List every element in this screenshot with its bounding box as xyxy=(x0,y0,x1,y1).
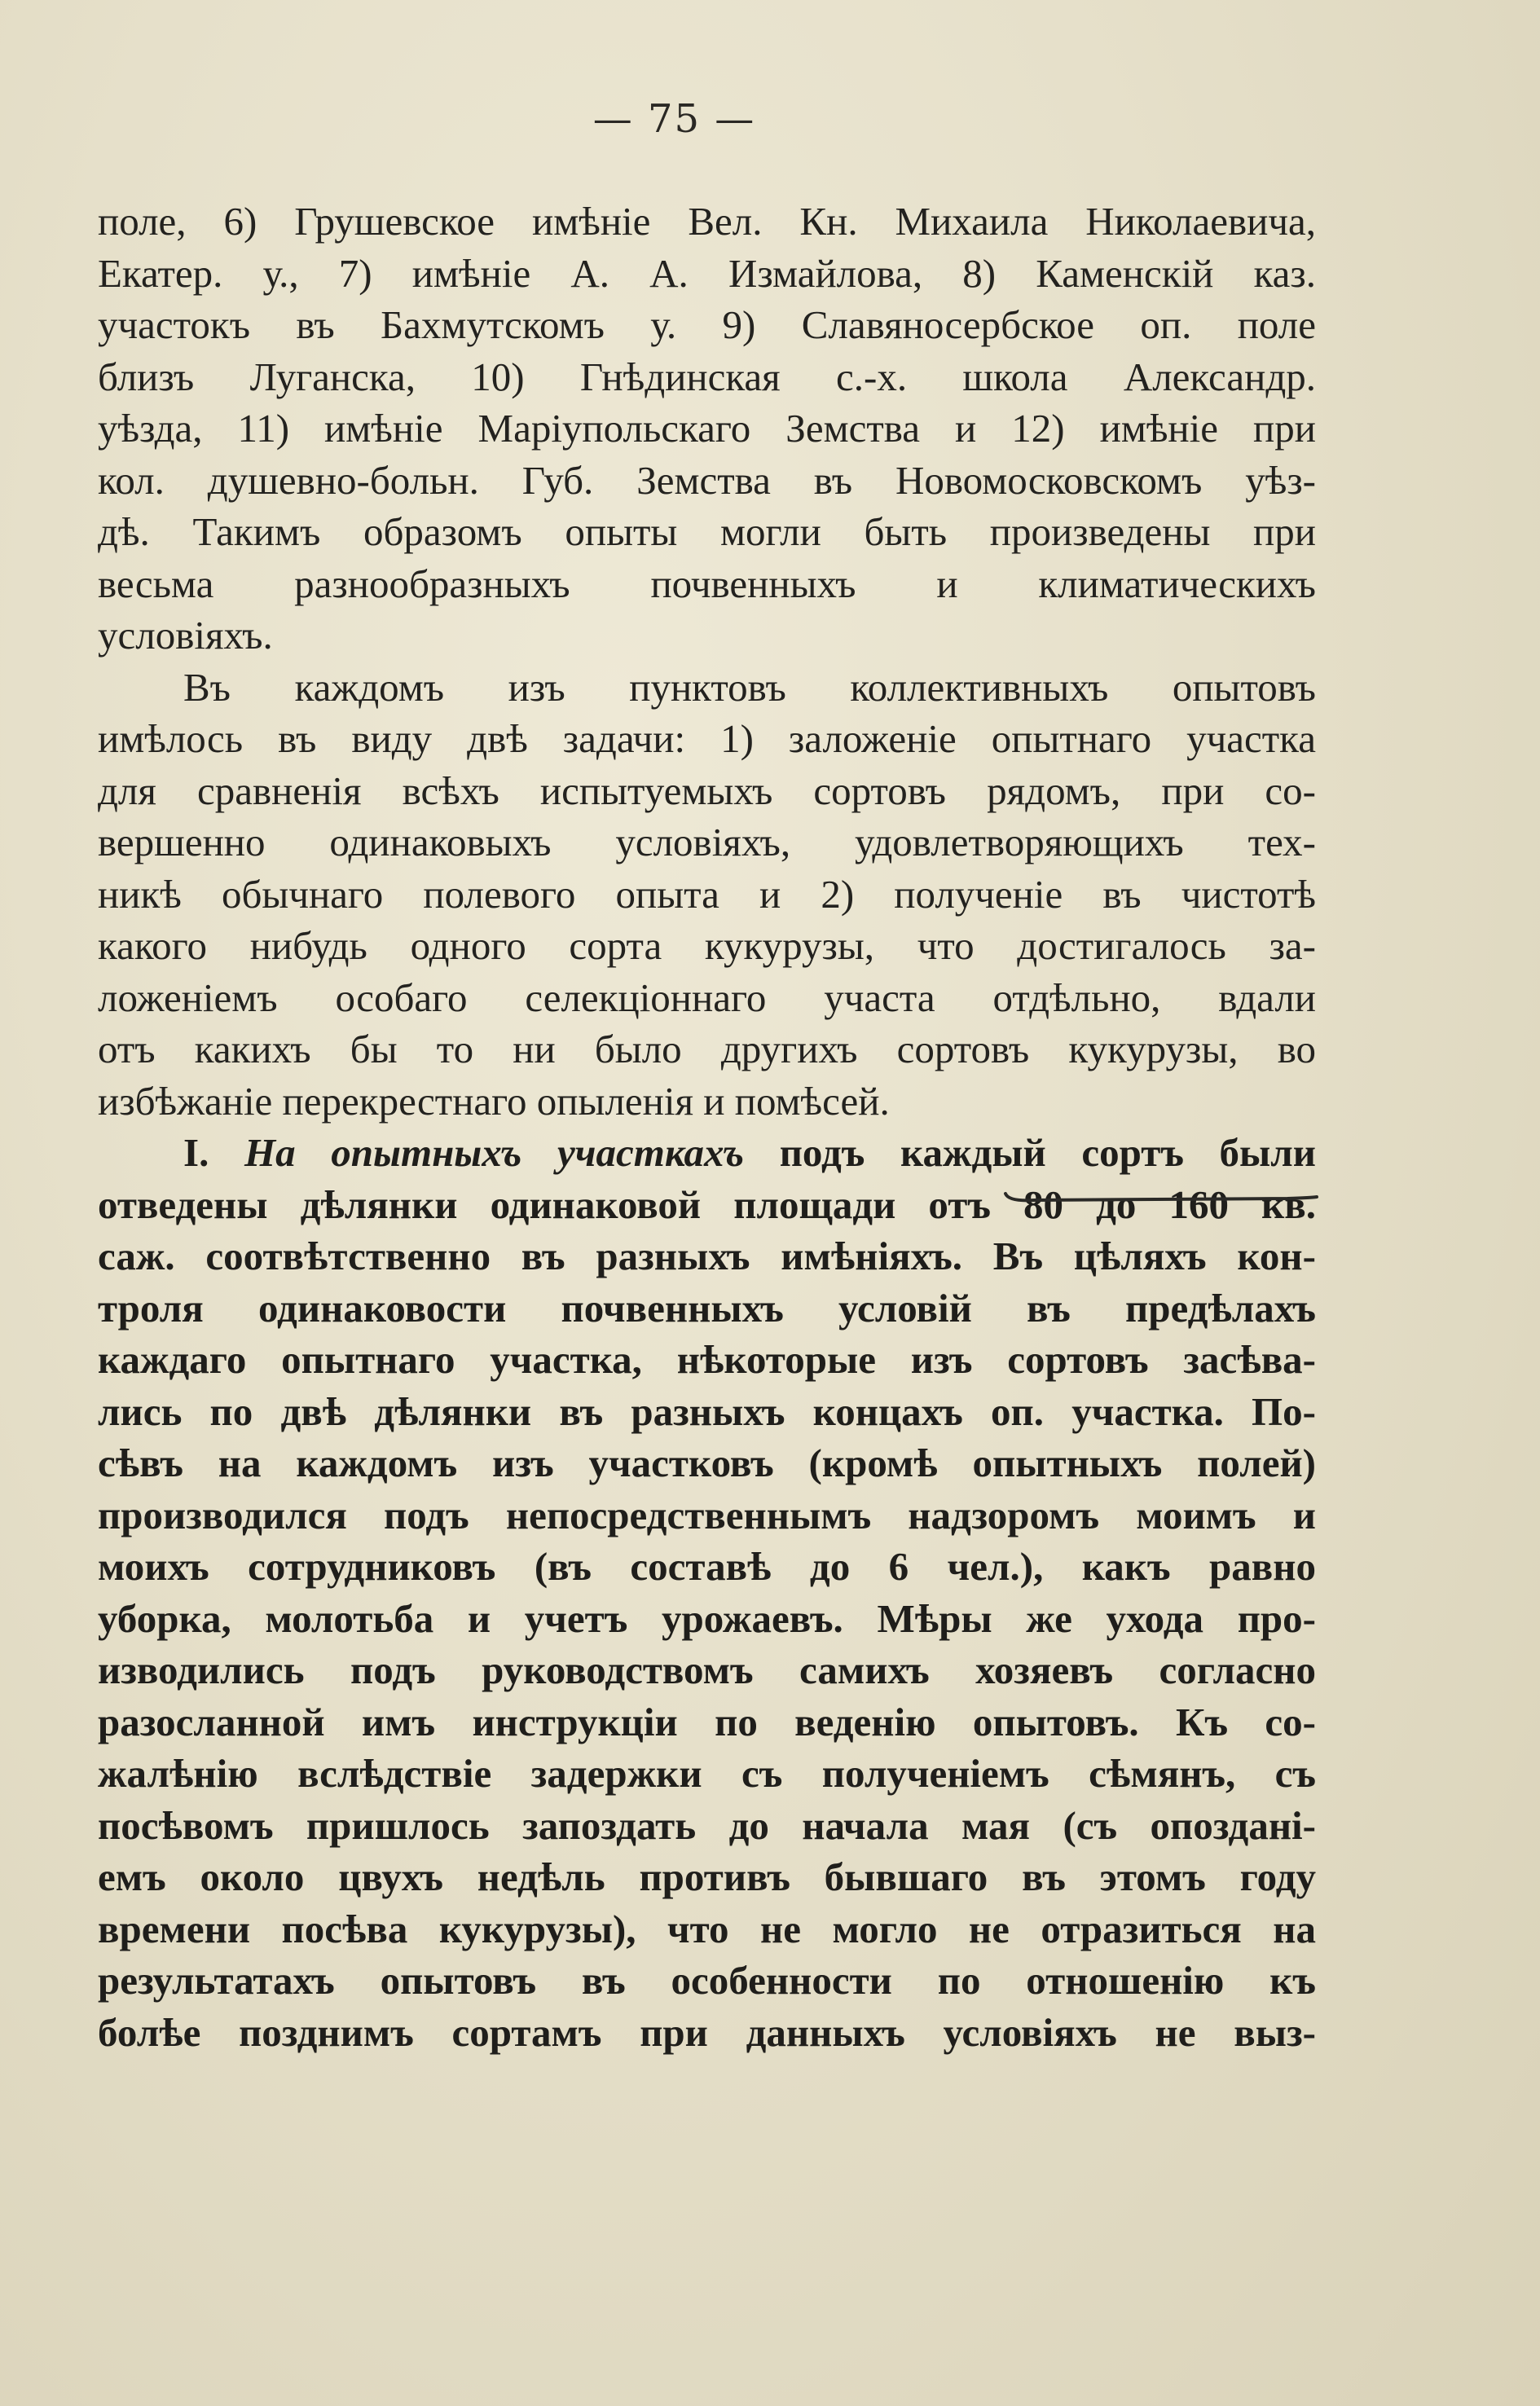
text-line: уѣзда, 11) имѣніе Маріупольскаго Земства и 12) имѣніе при xyxy=(98,406,1316,451)
text-line: емъ около цвухъ недѣль противъ бывшаго въ этомъ году xyxy=(98,1854,1316,1899)
section-numeral: I. xyxy=(183,1130,209,1175)
italic-heading: На опытныхъ участкахъ xyxy=(244,1130,745,1175)
text-line: близъ Луганска, 10) Гнѣдинская с.-х. школа Александр. xyxy=(98,354,1316,399)
text-line: ложеніемъ особаго селекціоннаго участа отдѣльно, вдали xyxy=(98,974,1316,1020)
body-text xyxy=(98,196,1316,2058)
text-line: саж. соотвѣтственно въ разныхъ имѣніяхъ. Въ цѣляхъ кон- xyxy=(98,1234,1316,1278)
text-line: результатахъ опытовъ въ особенности по отношенію къ xyxy=(98,1958,1316,2003)
text-line: отъ какихъ бы то ни было другихъ сортовъ кукурузы, во xyxy=(98,1027,1316,1071)
text-line: кол. душевно-больн. Губ. Земства въ Новомосковскомъ уѣз- xyxy=(98,457,1316,503)
text-line: дѣ. Такимъ образомъ опыты могли быть произведены при xyxy=(98,509,1316,554)
text-line: Екатер. у., 7) имѣніе А. А. Измайлова, 8) Каменскій каз. xyxy=(98,250,1316,296)
text-line: жалѣнію вслѣдствіе задержки съ полученіемъ сѣмянъ, съ xyxy=(98,1751,1316,1796)
text-line: вершенно одинаковыхъ условіяхъ, удовлетворяющихъ тех- xyxy=(98,820,1316,864)
text-line: изводились подъ руководствомъ самихъ хозяевъ согласно xyxy=(98,1647,1316,1692)
text-line-first xyxy=(98,1127,1316,1179)
text-line: участокъ въ Бахмутскомъ у. 9) Славяносербское оп. поле xyxy=(98,302,1316,347)
text-line: уборка, молотьба и учетъ урожаевъ. Мѣры же ухода про- xyxy=(98,1595,1316,1641)
text-line: болѣе позднимъ сортамъ при данныхъ условіяхъ не выз- xyxy=(98,2009,1316,2055)
page-number: — 75 — xyxy=(592,96,756,142)
text-line: для сравненія всѣхъ испытуемыхъ сортовъ рядомъ, при со- xyxy=(98,768,1316,813)
text-line: весьма разнообразныхъ почвенныхъ и климатическихъ xyxy=(98,561,1316,606)
paragraph-1 xyxy=(98,196,1316,662)
text-line: условіяхъ. xyxy=(98,613,273,658)
text-line: избѣжаніе перекрестнаго опыленія и помѣсей. xyxy=(98,1078,890,1124)
first-line-rest: подъ каждый сортъ были xyxy=(779,1130,1317,1175)
pencil-underline-mark xyxy=(1002,1189,1320,1205)
text-line: разосланной имъ инструкціи по веденію опытовъ. Къ со- xyxy=(98,1699,1316,1744)
text-line: лись по двѣ дѣлянки въ разныхъ концахъ оп. участка. По- xyxy=(98,1388,1316,1434)
text-line: производился подъ непосредственнымъ надзоромъ моимъ и xyxy=(98,1492,1316,1537)
text-line: отведены дѣлянки одинаковой площади отъ 80 до 160 кв. xyxy=(98,1181,1316,1227)
text-line: поле, 6) Грушевское имѣніе Вел. Кн. Михаила Николаевича, xyxy=(98,199,1316,244)
text-line: Въ каждомъ изъ пунктовъ коллективныхъ опытовъ xyxy=(183,664,1316,710)
text-line: троля одинаковости почвенныхъ условій въ предѣлахъ xyxy=(98,1285,1316,1331)
text-line: имѣлось въ виду двѣ задачи: 1) заложеніе опытнаго участка xyxy=(98,716,1316,761)
text-line: никѣ обычнаго полевого опыта и 2) полученіе въ чистотѣ xyxy=(98,871,1316,917)
text-line: посѣвомъ пришлось запоздать до начала мая (съ опоздані- xyxy=(98,1802,1316,1848)
paragraph-2 xyxy=(98,662,1316,1128)
text-line: времени посѣва кукурузы), что не могло не отразиться на xyxy=(98,1906,1316,1951)
paragraph-3 xyxy=(98,1127,1316,2058)
text-line: сѣвъ на каждомъ изъ участковъ (кромѣ опытныхъ полей) xyxy=(98,1441,1316,1485)
text-line: каждаго опытнаго участка, нѣкоторые изъ сортовъ засѣва- xyxy=(98,1337,1316,1382)
text-line: какого нибудь одного сорта кукурузы, что достигалось за- xyxy=(98,923,1316,968)
text-line: моихъ сотрудниковъ (въ составѣ до 6 чел.), какъ равно xyxy=(98,1544,1316,1589)
